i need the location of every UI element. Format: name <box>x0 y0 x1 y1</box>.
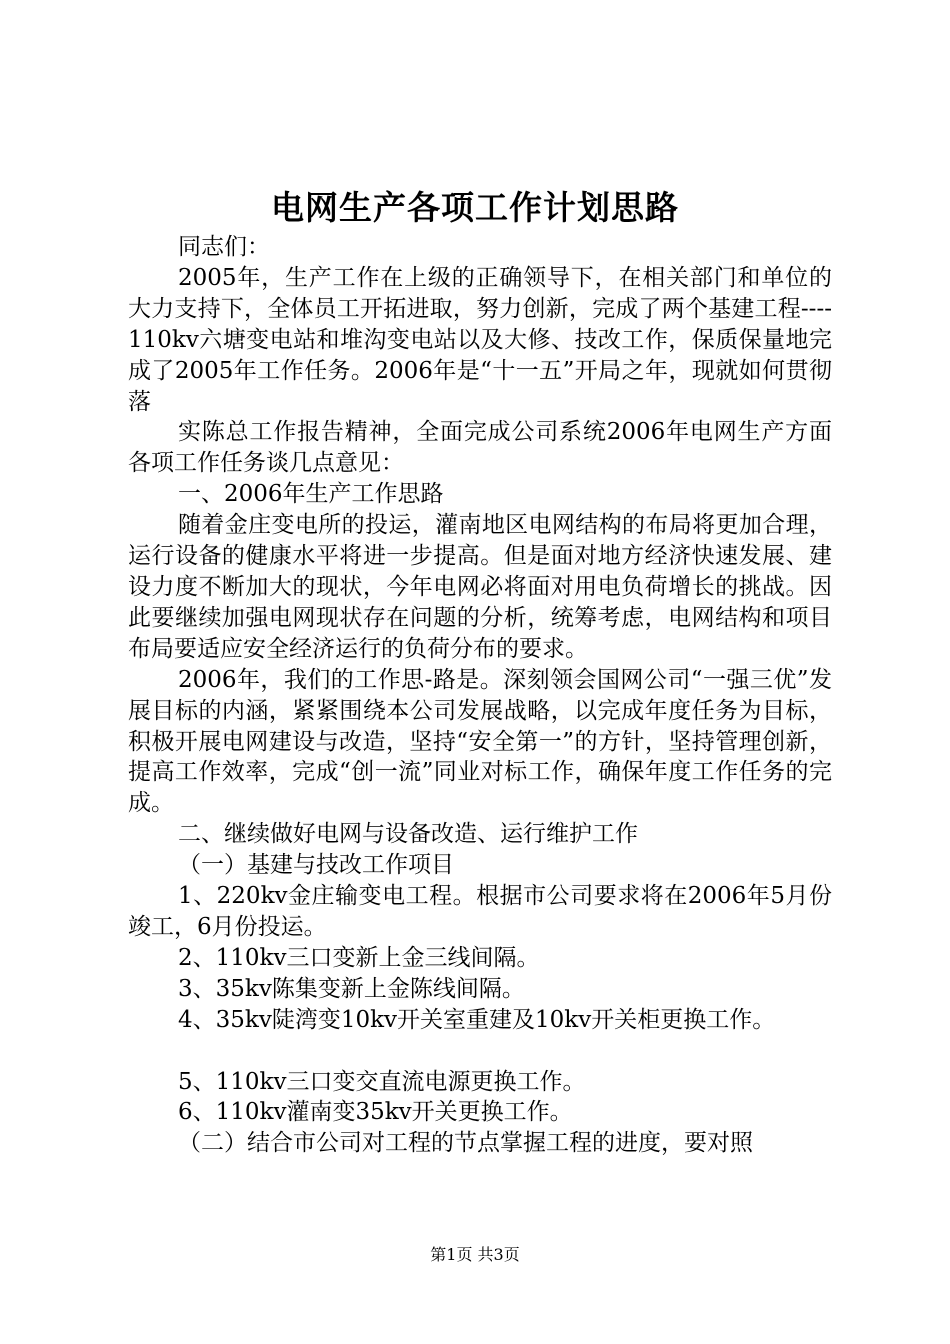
list-item-4: 4、35kv陡湾变10kv开关室重建及10kv开关柜更换工作。 <box>178 1006 776 1033</box>
section-heading-1: 一、2006年生产工作思路 <box>178 481 444 508</box>
document-body <box>128 232 832 1159</box>
subsection-heading-2: （二）结合市公司对工程的节点掌握工程的进度，要对照 <box>178 1130 753 1157</box>
list-item-6: 6、110kv灌南变35kv开关更换工作。 <box>178 1099 573 1126</box>
document-title: 电网生产各项工作计划思路 <box>271 188 679 227</box>
paragraph-grid-structure: 随着金庄变电所的投运，灌南地区电网结构的布局将更加合理，运行设备的健康水平将进一步提高。但是面对地方经济快速发展、建设力度不断加大的现状，今年电网必将面对用电负荷增长的挑战。因此要继续加强电网现状存在问题的分析，统筹考虑，电网结构和项目布局要适应安全经济运行的负荷分布的要求。 <box>128 512 832 662</box>
list-item-2: 2、110kv三口变新上金三线间隔。 <box>178 944 540 971</box>
list-item-1: 1、220kv金庄输变电工程。根据市公司要求将在2006年5月份竣工，6月份投运。 <box>128 883 832 940</box>
subsection-heading-1: （一）基建与技改工作项目 <box>178 852 454 879</box>
paragraph-intro-continued: 实陈总工作报告精神，全面完成公司系统2006年电网生产方面各项工作任务谈几点意见： <box>128 419 832 477</box>
section-heading-2: 二、继续做好电网与设备改造、运行维护工作 <box>178 821 638 848</box>
page-number-footer: 第1页 共3页 <box>430 1245 520 1264</box>
paragraph-intro: 2005年，生产工作在上级的正确领导下，在相关部门和单位的大力支持下，全体员工开拓进取，努力创新，完成了两个基建工程----110kv六塘变电站和堆沟变电站以及大修、技改工作，保质保量地完成了2005年工作任务。2006年是“十一五”开局之年，现就如何贯彻落 <box>128 264 832 415</box>
salutation: 同志们： <box>178 234 270 260</box>
list-item-5: 5、110kv三口变交直流电源更换工作。 <box>178 1068 586 1095</box>
paragraph-work-approach: 2006年，我们的工作思-路是。深刻领会国网公司“一强三优”发展目标的内涵，紧紧围绕本公司发展战略，以完成年度任务为目标，积极开展电网建设与改造，坚持“安全第一”的方针，坚持管理创新，提高工作效率，完成“创一流”同业对标工作，确保年度工作任务的完成。 <box>128 666 832 817</box>
list-item-3: 3、35kv陈集变新上金陈线间隔。 <box>178 975 525 1002</box>
